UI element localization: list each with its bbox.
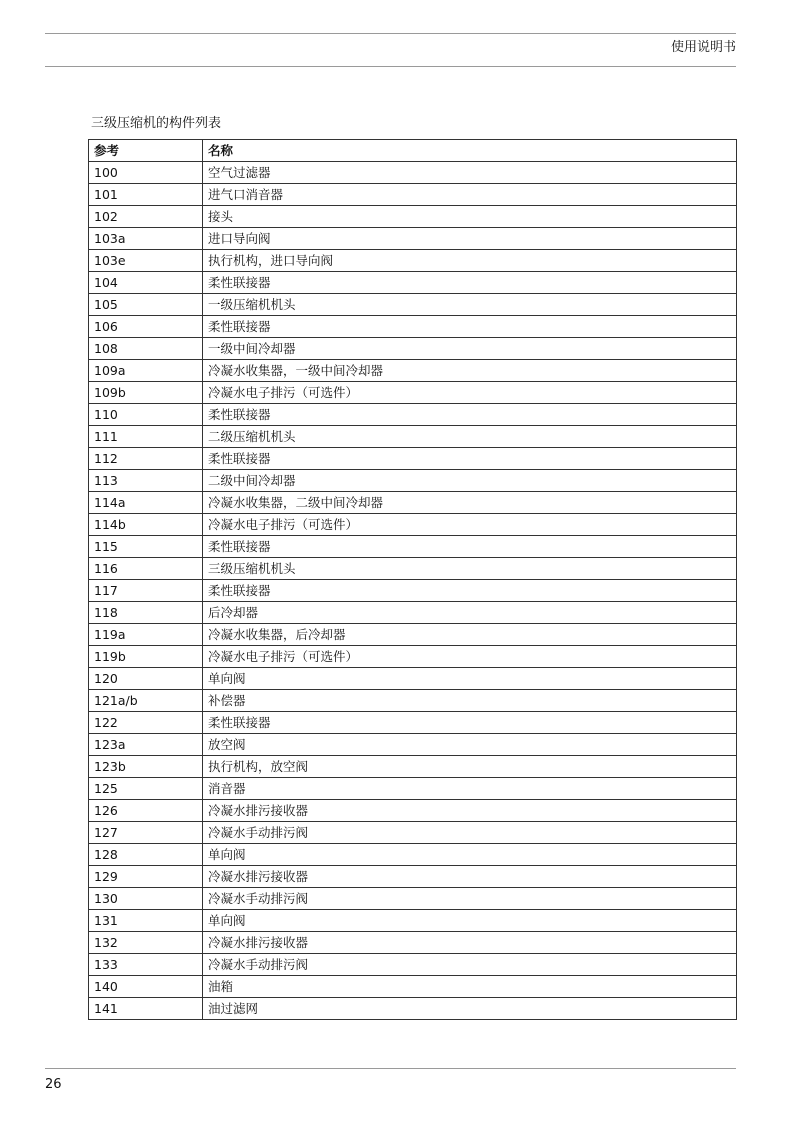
table-row: [89, 734, 737, 756]
table-row: [89, 668, 737, 690]
table-header-row: [89, 140, 737, 162]
cell-name: 三级压缩机机头: [203, 558, 737, 580]
cell-name: 冷凝水收集器，二级中间冷却器: [203, 492, 737, 514]
cell-name: 冷凝水电子排污（可选件）: [203, 514, 737, 536]
cell-reference: 113: [89, 470, 203, 492]
cell-reference: 116: [89, 558, 203, 580]
cell-name: 补偿器: [203, 690, 737, 712]
table-row: [89, 998, 737, 1020]
table-row: [89, 448, 737, 470]
table-row: [89, 844, 737, 866]
footer-rule: [45, 1068, 736, 1069]
cell-name: 放空阀: [203, 734, 737, 756]
cell-reference: 112: [89, 448, 203, 470]
cell-reference: 100: [89, 162, 203, 184]
page-number: 26: [45, 1077, 62, 1092]
table-row: [89, 932, 737, 954]
cell-reference: 128: [89, 844, 203, 866]
cell-name: 柔性联接器: [203, 404, 737, 426]
cell-reference: 117: [89, 580, 203, 602]
table-row: [89, 690, 737, 712]
table-row: [89, 822, 737, 844]
cell-name: 消音器: [203, 778, 737, 800]
table-row: [89, 580, 737, 602]
cell-reference: 101: [89, 184, 203, 206]
table-row: [89, 162, 737, 184]
table-row: [89, 778, 737, 800]
cell-reference: 120: [89, 668, 203, 690]
cell-reference: 130: [89, 888, 203, 910]
table-row: [89, 646, 737, 668]
cell-reference: 110: [89, 404, 203, 426]
table-row: [89, 558, 737, 580]
table-row: [89, 272, 737, 294]
table-row: [89, 404, 737, 426]
cell-name: 冷凝水电子排污（可选件）: [203, 646, 737, 668]
cell-name: 一级压缩机机头: [203, 294, 737, 316]
cell-reference: 118: [89, 602, 203, 624]
cell-reference: 125: [89, 778, 203, 800]
cell-name: 冷凝水电子排污（可选件）: [203, 382, 737, 404]
cell-name: 二级压缩机机头: [203, 426, 737, 448]
table-row: [89, 360, 737, 382]
cell-reference: 129: [89, 866, 203, 888]
cell-name: 冷凝水收集器，一级中间冷却器: [203, 360, 737, 382]
cell-reference: 115: [89, 536, 203, 558]
cell-reference: 119b: [89, 646, 203, 668]
cell-reference: 141: [89, 998, 203, 1020]
cell-reference: 123b: [89, 756, 203, 778]
cell-name: 空气过滤器: [203, 162, 737, 184]
cell-reference: 140: [89, 976, 203, 998]
cell-name: 柔性联接器: [203, 712, 737, 734]
table-row: [89, 250, 737, 272]
document-title: 使用说明书: [670, 40, 736, 55]
cell-reference: 122: [89, 712, 203, 734]
cell-reference: 132: [89, 932, 203, 954]
cell-name: 柔性联接器: [203, 448, 737, 470]
header-rule-top: [45, 33, 736, 34]
table-row: [89, 206, 737, 228]
cell-name: 冷凝水收集器，后冷却器: [203, 624, 737, 646]
cell-reference: 104: [89, 272, 203, 294]
cell-reference: 126: [89, 800, 203, 822]
table-row: [89, 228, 737, 250]
table-row: [89, 514, 737, 536]
cell-name: 冷凝水排污接收器: [203, 800, 737, 822]
table-row: [89, 910, 737, 932]
cell-name: 油过滤网: [203, 998, 737, 1020]
cell-name: 冷凝水手动排污阀: [203, 822, 737, 844]
table-caption: 三级压缩机的构件列表: [91, 116, 222, 131]
cell-reference: 114b: [89, 514, 203, 536]
table-row: [89, 294, 737, 316]
cell-name: 单向阀: [203, 910, 737, 932]
table-row: [89, 184, 737, 206]
header-rule-bottom: [45, 66, 736, 67]
table-row: [89, 756, 737, 778]
table-row: [89, 492, 737, 514]
table-row: [89, 712, 737, 734]
table-row: [89, 602, 737, 624]
cell-name: 后冷却器: [203, 602, 737, 624]
cell-reference: 103e: [89, 250, 203, 272]
table-row: [89, 316, 737, 338]
cell-reference: 109a: [89, 360, 203, 382]
cell-name: 接头: [203, 206, 737, 228]
cell-name: 柔性联接器: [203, 536, 737, 558]
cell-name: 执行机构，进口导向阀: [203, 250, 737, 272]
table-row: [89, 866, 737, 888]
table-row: [89, 536, 737, 558]
parts-table: [88, 139, 737, 1020]
cell-reference: 121a/b: [89, 690, 203, 712]
cell-reference: 111: [89, 426, 203, 448]
column-header-name: 名称: [203, 140, 737, 162]
table-row: [89, 470, 737, 492]
table-row: [89, 624, 737, 646]
cell-reference: 123a: [89, 734, 203, 756]
table-row: [89, 426, 737, 448]
table-row: [89, 800, 737, 822]
cell-name: 冷凝水手动排污阀: [203, 954, 737, 976]
cell-name: 柔性联接器: [203, 580, 737, 602]
table-row: [89, 976, 737, 998]
cell-reference: 109b: [89, 382, 203, 404]
cell-name: 进气口消音器: [203, 184, 737, 206]
cell-name: 进口导向阀: [203, 228, 737, 250]
cell-reference: 103a: [89, 228, 203, 250]
cell-reference: 105: [89, 294, 203, 316]
cell-reference: 133: [89, 954, 203, 976]
cell-reference: 114a: [89, 492, 203, 514]
cell-reference: 106: [89, 316, 203, 338]
table-row: [89, 382, 737, 404]
cell-reference: 102: [89, 206, 203, 228]
cell-name: 柔性联接器: [203, 272, 737, 294]
table-body: [89, 162, 737, 1020]
cell-name: 柔性联接器: [203, 316, 737, 338]
table-row: [89, 954, 737, 976]
column-header-reference: 参考: [89, 140, 203, 162]
table-row: [89, 888, 737, 910]
cell-name: 油箱: [203, 976, 737, 998]
cell-reference: 131: [89, 910, 203, 932]
cell-name: 一级中间冷却器: [203, 338, 737, 360]
cell-reference: 108: [89, 338, 203, 360]
cell-name: 单向阀: [203, 844, 737, 866]
cell-name: 冷凝水排污接收器: [203, 866, 737, 888]
cell-name: 冷凝水排污接收器: [203, 932, 737, 954]
cell-reference: 127: [89, 822, 203, 844]
cell-reference: 119a: [89, 624, 203, 646]
cell-name: 冷凝水手动排污阀: [203, 888, 737, 910]
cell-name: 单向阀: [203, 668, 737, 690]
table-row: [89, 338, 737, 360]
cell-name: 执行机构，放空阀: [203, 756, 737, 778]
cell-name: 二级中间冷却器: [203, 470, 737, 492]
